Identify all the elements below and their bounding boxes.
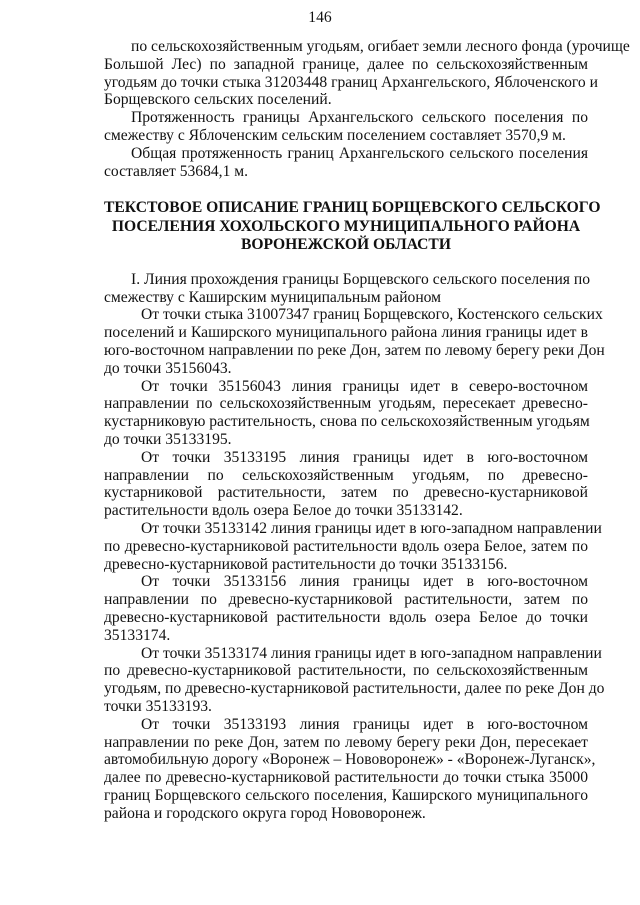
paragraph bbox=[104, 644, 605, 716]
text-line: От точки 35133156 линия границы идет в юго-восточном bbox=[141, 573, 588, 591]
text-line: От точки 35133193 линия границы идет в юго-восточном bbox=[141, 715, 588, 733]
text-line: растительности вдоль озера Белое до точки 35133142. bbox=[104, 502, 463, 520]
text-line: Большой Лес) по западной границе, далее по сельскохозяйственным bbox=[104, 55, 588, 73]
text-line: угодьям, по древесно-кустарниковой растительности, далее по реке Дон до bbox=[104, 680, 605, 698]
text-line: юго-восточном направлении по реке Дон, затем по левому берегу реки Дон bbox=[104, 342, 605, 360]
document-body bbox=[104, 38, 630, 823]
text-line: древесно-кустарниковой растительности вдоль озера Белое до точки bbox=[104, 609, 588, 627]
text-line: I. Линия прохождения границы Борщевского сельского поселения по bbox=[131, 270, 591, 288]
text-line: автомобильную дорогу «Воронеж – Нововоронеж» - «Воронеж-Луганск», bbox=[104, 751, 596, 769]
text-line: смежеству с Каширским муниципальным районом bbox=[104, 288, 442, 306]
text-line: От точки 35133195 линия границы идет в юго-восточном bbox=[141, 448, 588, 466]
paragraph bbox=[104, 145, 588, 181]
intro-section bbox=[104, 38, 630, 180]
section-heading bbox=[104, 199, 601, 255]
paragraph bbox=[104, 270, 591, 307]
text-line: От точки 35133174 линия границы идет в юго-западном направлении bbox=[141, 644, 602, 662]
text-line: по сельскохозяйственным угодьям, огибает земли лесного фонда (урочище bbox=[131, 38, 630, 55]
text-line: кустарниковой растительности, затем по древесно-кустарниковой bbox=[104, 484, 588, 502]
text-line: От точки стыка 31007347 границ Борщевского, Костенского сельских bbox=[141, 306, 603, 324]
text-line: точки 35133193. bbox=[104, 698, 212, 715]
text-line: поселений и Каширского муниципального района линия границы идет в bbox=[104, 324, 588, 342]
boundary-description-section bbox=[104, 270, 605, 823]
text-line: древесно-кустарниковой растительности до точки 35133156. bbox=[104, 555, 508, 573]
text-line: направлении по древесно-кустарниковой растительности, затем по bbox=[104, 591, 588, 609]
page-number: 146 bbox=[308, 9, 332, 26]
text-line: Протяженность границы Архангельского сельского поселения по bbox=[131, 109, 588, 127]
text-line: района и городского округа город Нововоронеж. bbox=[104, 804, 426, 822]
text-line: направлении по сельскохозяйственным угодьям, по древесно- bbox=[104, 466, 588, 484]
text-line: 35133174. bbox=[104, 626, 171, 644]
text-line: Общая протяженность границ Архангельского сельского поселения bbox=[131, 144, 588, 162]
text-line: направлении по сельскохозяйственным угодьям, пересекает древесно- bbox=[104, 395, 588, 413]
text-line: до точки 35133195. bbox=[104, 431, 232, 449]
text-line: угодьям до точки стыка 31203448 границ Архангельского, Яблоченского и bbox=[104, 73, 598, 91]
text-line: кустарниковую растительность, снова по сельскохозяйственным угодьям bbox=[104, 413, 590, 431]
paragraph bbox=[104, 715, 596, 823]
text-line: до точки 35156043. bbox=[104, 359, 232, 377]
text-line: составляет 53684,1 м. bbox=[104, 162, 249, 180]
paragraph bbox=[104, 38, 630, 109]
text-line: по древесно-кустарниковой растительности вдоль озера Белое, затем по bbox=[104, 537, 588, 555]
text-line: смежеству с Яблоченским сельским поселением составляет 3570,9 м. bbox=[104, 126, 566, 144]
paragraph bbox=[104, 109, 588, 145]
heading-line: ТЕКСТОВОЕ ОПИСАНИЕ ГРАНИЦ БОРЩЕВСКОГО СЕЛЬСКОГО bbox=[104, 199, 601, 217]
text-line: От точки 35133142 линия границы идет в юго-западном направлении bbox=[141, 520, 602, 538]
text-line: по древесно-кустарниковой растительности, по сельскохозяйственным bbox=[104, 662, 588, 680]
text-line: Борщевского сельских поселений. bbox=[104, 91, 332, 109]
heading-line: ВОРОНЕЖСКОЙ ОБЛАСТИ bbox=[241, 236, 451, 254]
paragraph bbox=[104, 306, 605, 377]
heading-line: ПОСЕЛЕНИЯ ХОХОЛЬСКОГО МУНИЦИПАЛЬНОГО РАЙОНА bbox=[111, 217, 581, 235]
paragraph bbox=[104, 449, 588, 520]
paragraph bbox=[104, 573, 588, 644]
text-line: От точки 35156043 линия границы идет в северо-восточном bbox=[141, 377, 588, 395]
paragraph bbox=[104, 378, 588, 449]
text-line: границ Борщевского сельского поселения, Каширского муниципального bbox=[104, 786, 588, 804]
text-line: далее по древесно-кустарниковой растительности до точки стыка 35000 bbox=[104, 769, 588, 787]
text-line: направлении по реке Дон, затем по левому берегу реки Дон, пересекает bbox=[104, 733, 588, 751]
paragraph bbox=[104, 520, 602, 573]
